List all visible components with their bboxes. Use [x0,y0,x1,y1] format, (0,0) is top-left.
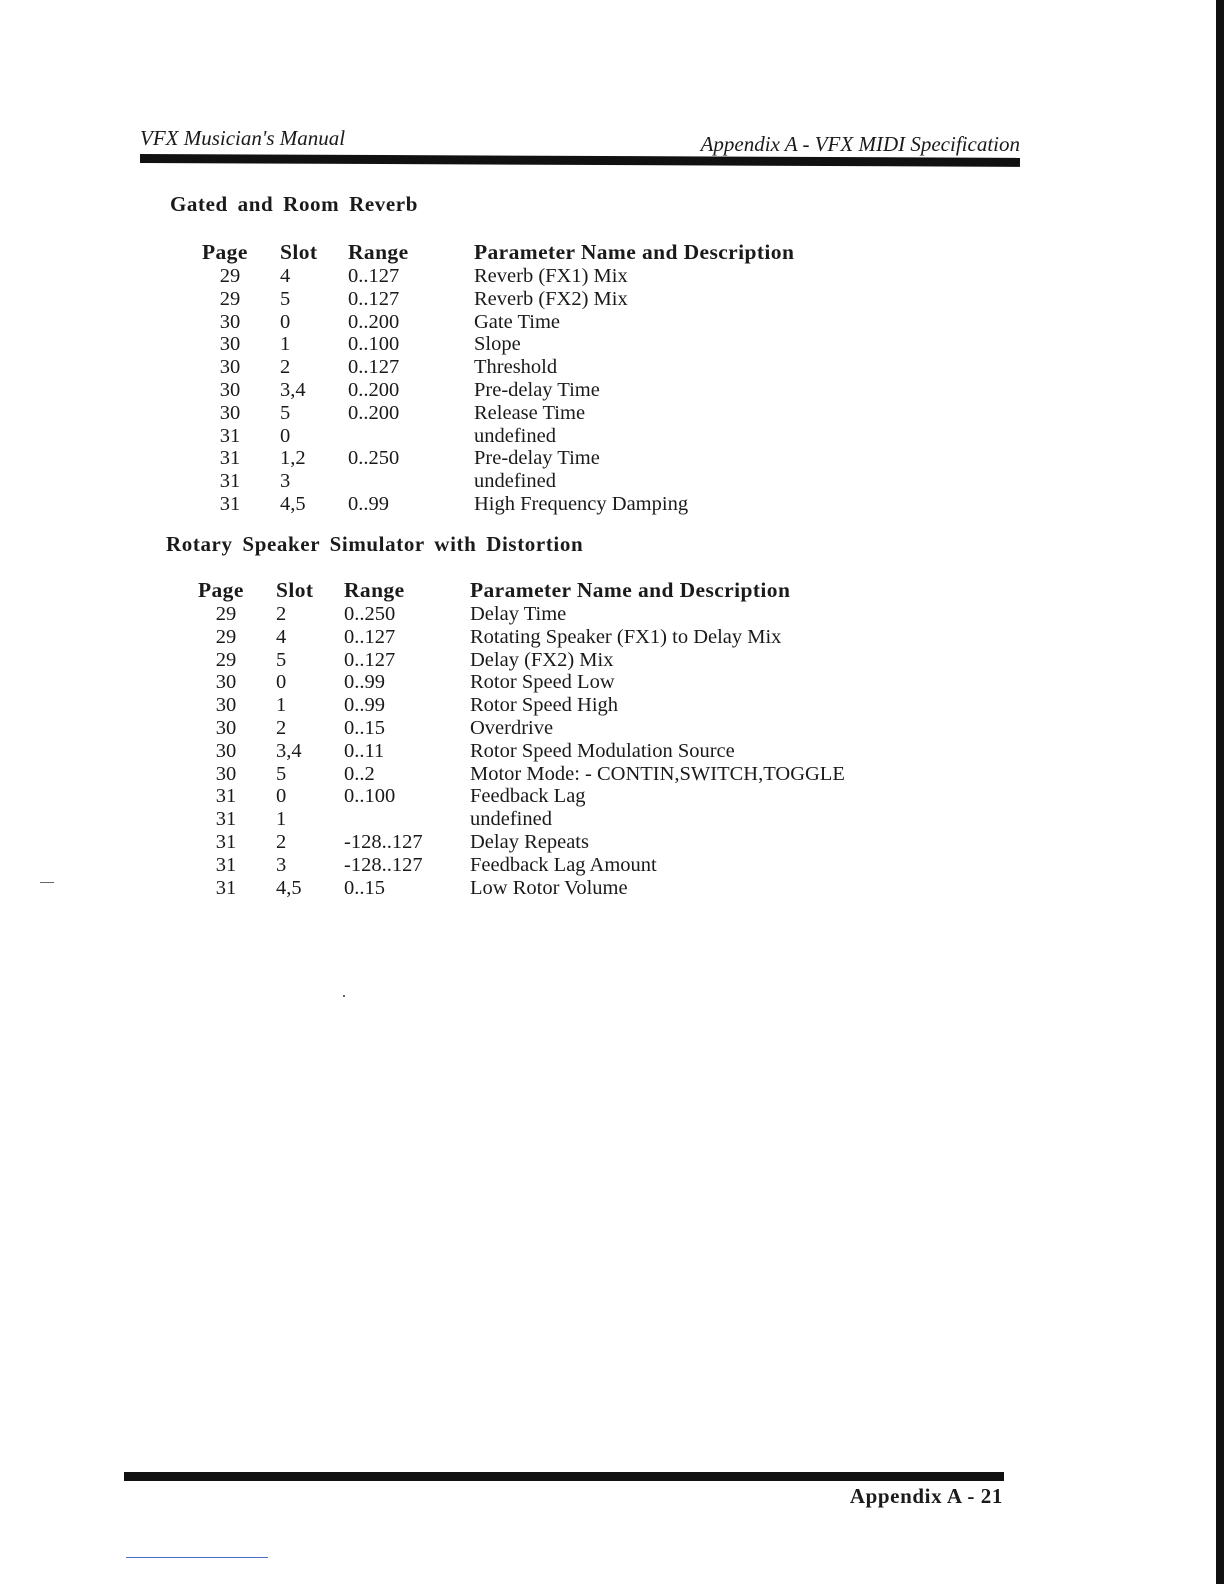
cell-description: Rotor Speed Low [470,671,615,694]
cell-range: 0..127 [348,356,400,379]
cell-range: 0..127 [348,287,400,310]
cell-description: Release Time [474,401,586,424]
cell-page: 29 [215,625,237,648]
column-header-page: Page [202,240,248,264]
cell-slot: 0 [276,671,287,694]
cell-description: Pre-delay Time [474,378,600,401]
cell-description: undefined [474,424,556,447]
cell-page: 31 [215,853,237,876]
cell-slot: 4 [276,625,287,648]
column-header-description: Parameter Name and Description [470,578,791,602]
cell-slot: 5 [276,648,287,671]
cell-range: 0..100 [344,785,396,808]
column-header-slot: Slot [276,578,314,602]
cell-slot: 3 [280,470,291,493]
running-header [140,122,1020,154]
cell-range: 0..200 [348,378,400,401]
scan-artifact [343,995,345,997]
section-title-rotary-speaker: Rotary Speaker Simulator with Distortion [166,532,584,556]
cell-page: 30 [215,716,237,739]
cell-page: 30 [215,762,237,785]
cell-range: 0..2 [344,762,375,785]
cell-page: 31 [215,830,237,853]
cell-page: 31 [219,447,241,470]
cell-slot: 5 [280,287,291,310]
cell-range: 0..15 [344,716,385,739]
cell-slot: 2 [276,603,287,625]
cell-description: Motor Mode: - CONTIN,SWITCH,TOGGLE [470,762,845,785]
cell-range: 0..200 [348,310,400,333]
scan-artifact [40,882,54,883]
cell-slot: 1 [276,808,287,831]
cell-description: Rotor Speed High [470,694,619,717]
cell-range: 0..127 [344,625,396,648]
cell-description: Delay Repeats [470,830,589,853]
cell-description: undefined [470,808,552,831]
cell-description: Rotor Speed Modulation Source [470,739,735,762]
cell-range: 0..99 [348,492,389,515]
cell-description: Feedback Lag [470,785,586,808]
cell-slot: 1 [276,694,287,717]
cell-description: Reverb (FX2) Mix [474,287,628,310]
cell-description: Rotating Speaker (FX1) to Delay Mix [470,625,782,648]
footer-rule [124,1472,1004,1481]
cell-description: Delay Time [470,603,567,625]
cell-page: 30 [219,333,241,356]
header-manual-title: VFX Musician's Manual [140,126,346,150]
cell-page: 30 [219,310,241,333]
cell-slot: 0 [280,310,291,333]
cell-slot: 1 [280,333,291,356]
cell-page: 31 [215,808,237,831]
cell-description: Pre-delay Time [474,447,600,470]
cell-page: 31 [215,785,237,808]
cell-page: 30 [219,401,241,424]
scan-page-edge [1216,0,1224,1584]
cell-description: Reverb (FX1) Mix [474,265,628,287]
cell-page: 29 [219,265,241,287]
column-header-description: Parameter Name and Description [474,240,795,264]
cell-range: -128..127 [344,853,423,876]
cell-page: 29 [215,648,237,671]
cell-range: 0..99 [344,694,385,717]
cell-slot: 3 [276,853,287,876]
cell-page: 30 [219,356,241,379]
cell-description: Gate Time [474,310,560,333]
cell-page: 30 [215,694,237,717]
cell-slot: 2 [276,716,287,739]
cell-range: 0..200 [348,401,400,424]
cell-slot: 4 [280,265,291,287]
cell-range: 0..11 [344,739,385,762]
cell-page: 30 [215,671,237,694]
cell-range: 0..127 [348,265,400,287]
cell-slot: 4,5 [280,492,306,515]
cell-slot: 0 [276,785,287,808]
cell-page: 29 [215,603,237,625]
cell-range: 0..99 [344,671,385,694]
column-header-range: Range [344,578,405,602]
cell-description: undefined [474,470,556,493]
cell-description: Delay (FX2) Mix [470,648,614,671]
cell-slot: 2 [280,356,291,379]
cell-page: 30 [219,378,241,401]
cell-slot: 2 [276,830,287,853]
cell-range: 0..250 [348,447,400,470]
cell-slot: 5 [276,762,287,785]
cell-description: Slope [474,333,521,356]
cell-range: 0..15 [344,876,385,899]
header-section-title: Appendix A - VFX MIDI Specification [700,132,1020,156]
cell-page: 31 [219,424,241,447]
scan-artifact-line [126,1557,268,1558]
cell-range: 0..100 [348,333,400,356]
cell-slot: 3,4 [280,378,306,401]
cell-description: Overdrive [470,716,554,739]
cell-slot: 0 [280,424,291,447]
page-folio: Appendix A - 21 [849,1484,1003,1508]
cell-slot: 3,4 [276,739,302,762]
cell-page: 31 [219,492,241,515]
section-title-gated-room-reverb: Gated and Room Reverb [170,192,419,216]
column-header-range: Range [348,240,409,264]
column-header-slot: Slot [280,240,318,264]
cell-slot: 1,2 [280,447,306,470]
cell-page: 30 [215,739,237,762]
cell-page: 31 [219,470,241,493]
cell-slot: 5 [280,401,291,424]
cell-range: 0..127 [344,648,396,671]
cell-page: 31 [215,876,237,899]
cell-description: High Frequency Damping [474,492,689,515]
column-header-page: Page [198,578,244,602]
cell-range: -128..127 [344,830,423,853]
cell-description: Feedback Lag Amount [470,853,657,876]
cell-range: 0..250 [344,603,396,625]
cell-page: 29 [219,287,241,310]
cell-slot: 4,5 [276,876,302,899]
cell-description: Threshold [474,356,558,379]
cell-description: Low Rotor Volume [470,876,628,899]
